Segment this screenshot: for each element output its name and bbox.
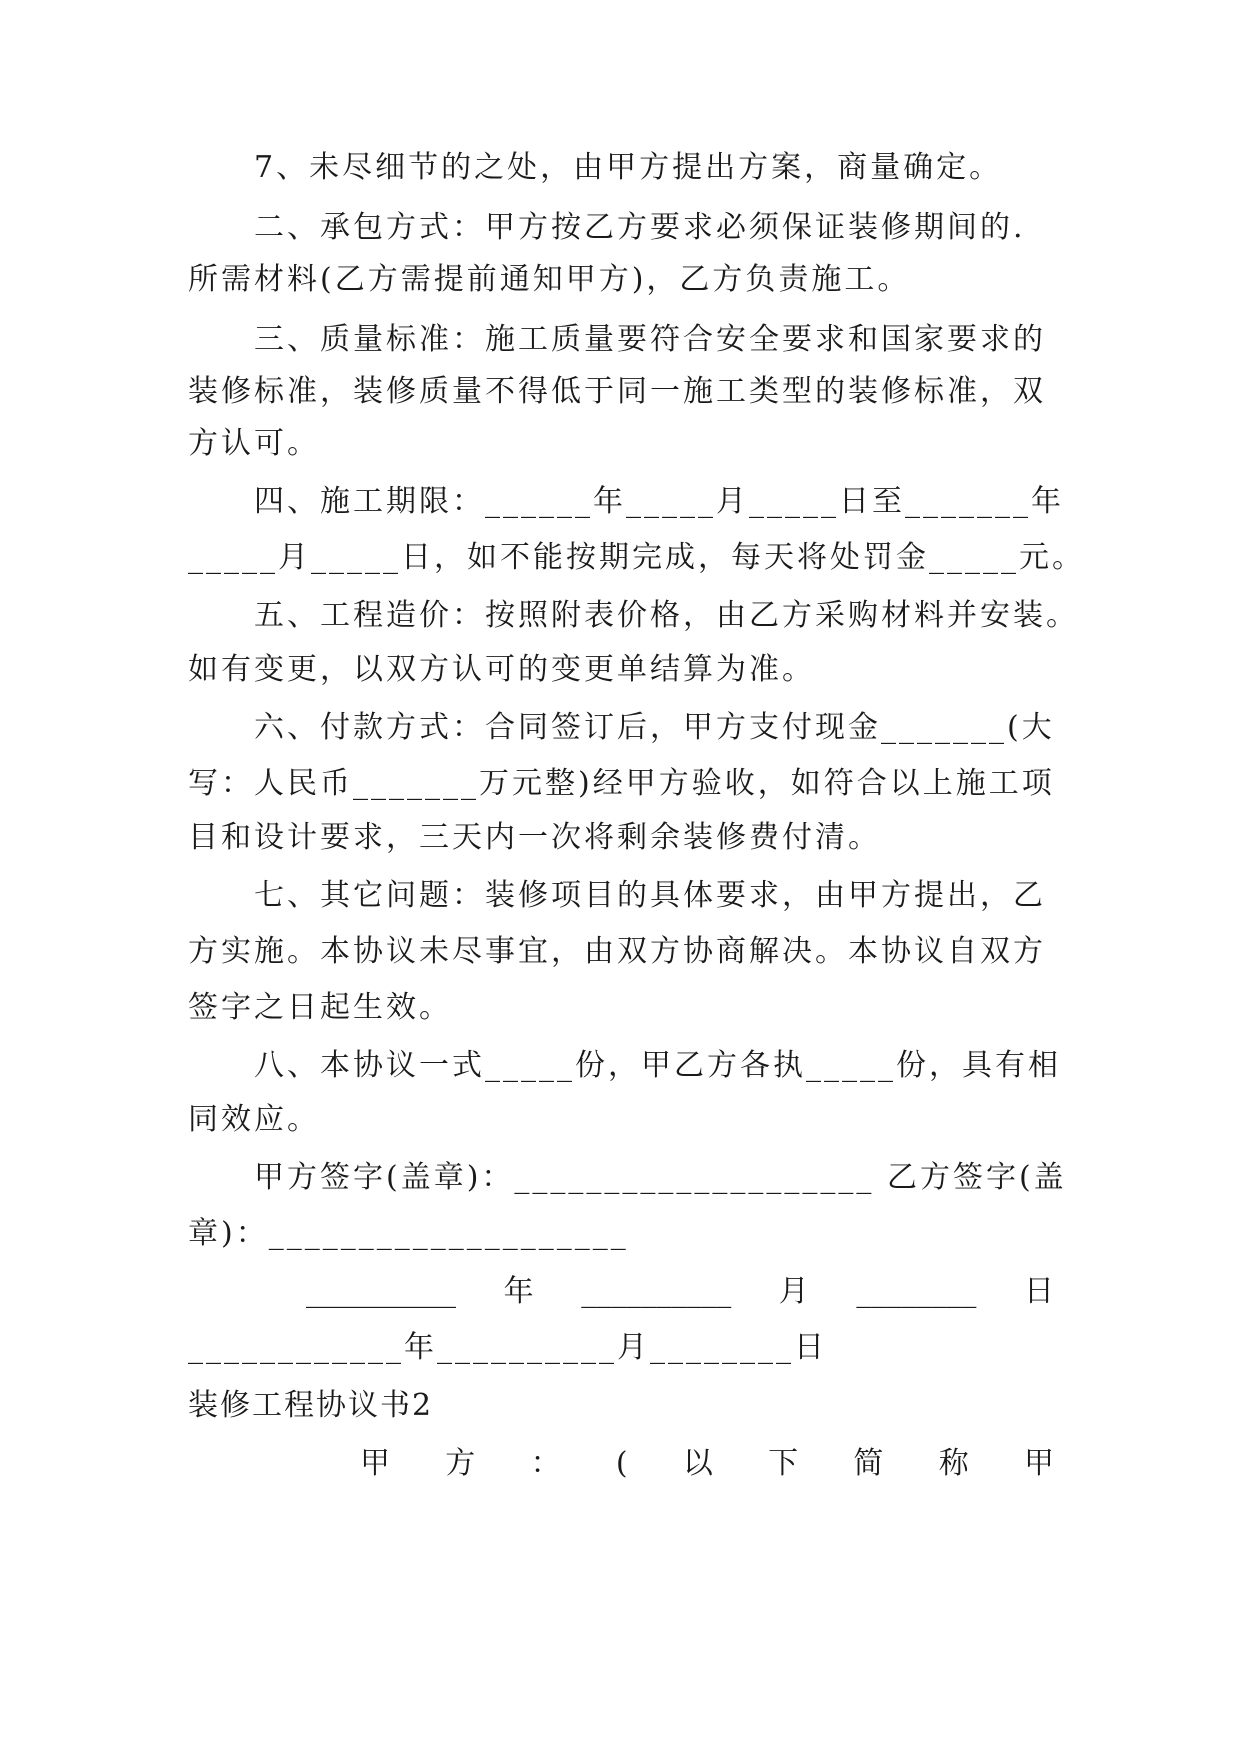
party-char-1: 甲 bbox=[360, 1446, 390, 1481]
party-char-2: 方 bbox=[445, 1446, 476, 1481]
line-3: 所需材料(乙方需提前通知甲方)，乙方负责施工。 bbox=[188, 262, 911, 297]
line-2: 二、承包方式：甲方按乙方要求必须保证装修期间的. bbox=[254, 210, 1026, 245]
line-11: 六、付款方式：合同签订后，甲方支付现金_______(大 bbox=[254, 710, 1055, 745]
date-year-label: 年 bbox=[503, 1274, 534, 1309]
line-9: 五、工程造价：按照附表价格，由乙方采购材料并安装。 bbox=[254, 598, 1079, 633]
signature-line-party-b: 章)：____________________ bbox=[188, 1216, 629, 1251]
line-14: 七、其它问题：装修项目的具体要求，由甲方提出，乙 bbox=[254, 878, 1046, 913]
party-char-9: 甲 bbox=[1023, 1446, 1054, 1481]
line-18: 同效应。 bbox=[188, 1102, 320, 1137]
line-4: 三、质量标准：施工质量要符合安全要求和国家要求的 bbox=[254, 322, 1046, 357]
party-char-7: 简 bbox=[853, 1446, 884, 1481]
section-title: 装修工程协议书2 bbox=[188, 1388, 434, 1423]
line-5: 装修标准，装修质量不得低于同一施工类型的装修标准，双 bbox=[188, 374, 1046, 409]
date-month-label: 月 bbox=[778, 1274, 809, 1309]
party-char-3: ： bbox=[530, 1446, 561, 1481]
date-year-blank: __________ bbox=[306, 1274, 456, 1309]
signature-line-party-a: 甲方签字(盖章)：____________________ 乙方签字(盖 bbox=[254, 1160, 1067, 1195]
date-day-label: 日 bbox=[1023, 1274, 1054, 1309]
line-10: 如有变更，以双方认可的变更单结算为准。 bbox=[188, 652, 815, 687]
line-12: 写：人民币_______万元整)经甲方验收，如符合以上施工项 bbox=[188, 766, 1055, 801]
date-day-blank: ________ bbox=[856, 1274, 977, 1309]
line-16: 签字之日起生效。 bbox=[188, 990, 452, 1025]
party-char-6: 下 bbox=[768, 1446, 799, 1481]
line-8: _____月_____日，如不能按期完成，每天将处罚金_____元。 bbox=[188, 540, 1085, 575]
line-17: 八、本协议一式_____份，甲乙方各执_____份，具有相 bbox=[254, 1048, 1061, 1083]
party-char-8: 称 bbox=[938, 1446, 969, 1481]
date-row-1 bbox=[306, 1274, 1054, 1310]
party-a-row bbox=[360, 1446, 1054, 1482]
party-char-5: 以 bbox=[682, 1446, 713, 1481]
line-1: 7、未尽细节的之处，由甲方提出方案，商量确定。 bbox=[254, 150, 1003, 185]
line-13: 目和设计要求，三天内一次将剩余装修费付清。 bbox=[188, 820, 881, 855]
date-row-2: ____________年__________月________日 bbox=[188, 1330, 827, 1365]
date-month-blank: __________ bbox=[581, 1274, 732, 1309]
party-char-4: ( bbox=[615, 1446, 628, 1481]
line-7: 四、施工期限：______年_____月_____日至_______年 bbox=[254, 484, 1064, 519]
line-6: 方认可。 bbox=[188, 426, 320, 461]
line-15: 方实施。本协议未尽事宜，由双方协商解决。本协议自双方 bbox=[188, 934, 1046, 969]
